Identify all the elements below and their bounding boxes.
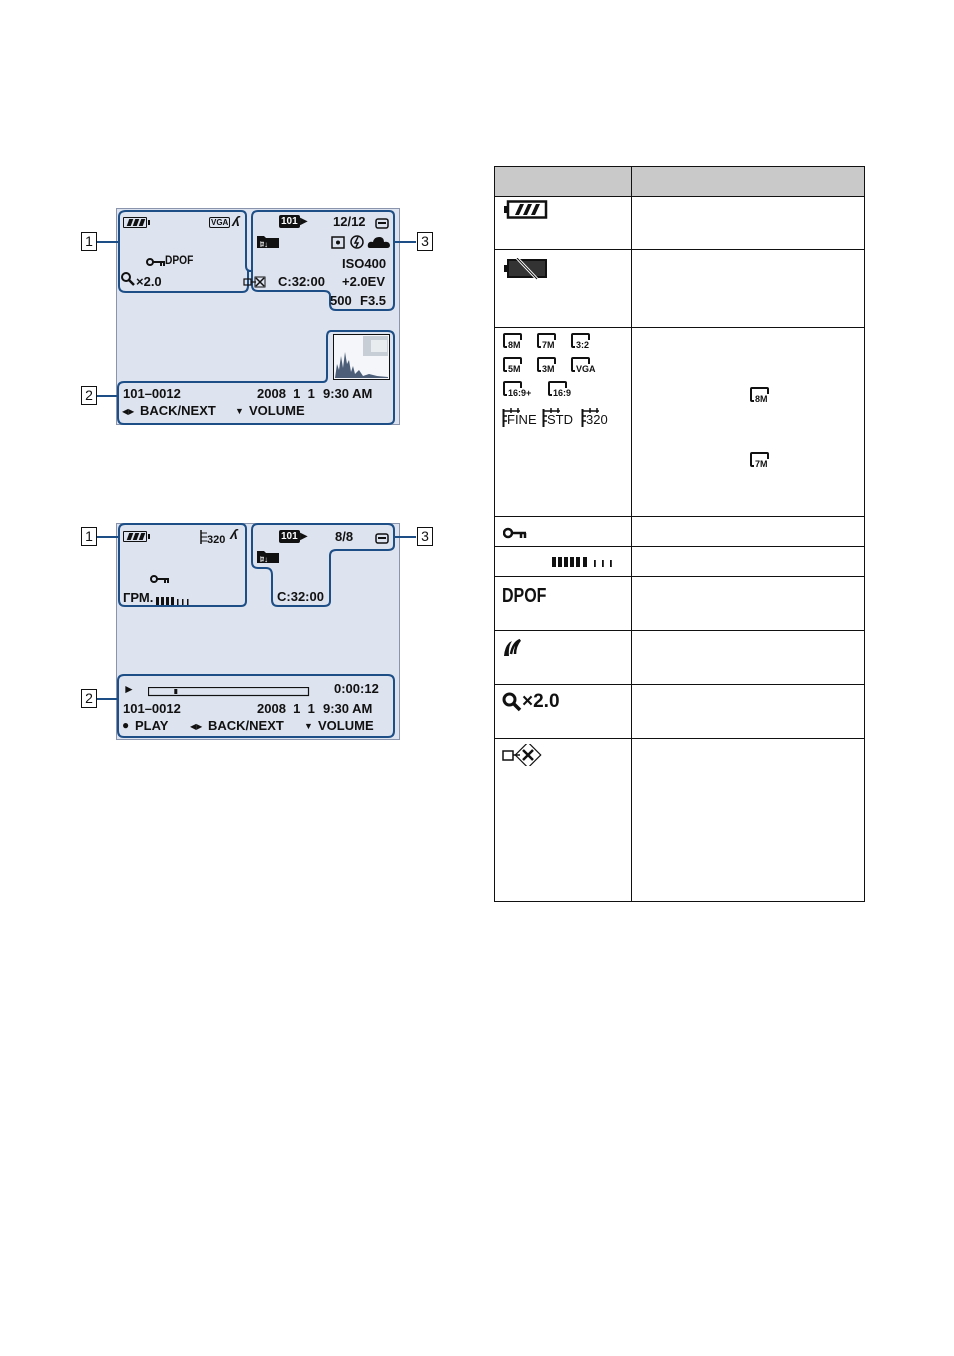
play-dot-icon: ● — [122, 718, 130, 732]
movie-folder-arrow-icon: ▶ — [300, 531, 308, 542]
movie-callout-3: 3 — [417, 527, 433, 546]
svg-text:ﾛ↓: ﾛ↓ — [260, 555, 268, 564]
play-state-icon: ► — [123, 682, 135, 696]
image-size-169-icon: 16:9 — [548, 381, 567, 400]
movie-count: 8/8 — [335, 529, 354, 544]
image-size-icon: VGA — [211, 218, 229, 227]
movie-leader-line-1 — [97, 536, 119, 538]
callout-3: 3 — [417, 232, 433, 251]
back-next-label: BACK/NEXT — [140, 403, 216, 418]
file-number: 101–0012 — [123, 386, 181, 401]
movie-quality-label: STD — [547, 412, 573, 427]
movie-quality-fine-icon — [502, 406, 540, 433]
exposure-value: +2.0EV — [342, 274, 386, 289]
table-row — [495, 631, 864, 685]
movie-folder-icon: 101 — [281, 531, 298, 542]
recording-date: 2008 1 1 — [257, 386, 315, 401]
table-row — [495, 547, 864, 577]
table-zoom-magnifier-icon — [502, 692, 522, 717]
playback-progress-bar — [148, 684, 310, 702]
movie-protect-key-icon — [150, 571, 170, 589]
image-size-VGA-icon: VGA — [571, 357, 590, 376]
movie-quality-320-icon — [581, 406, 619, 433]
aperture-value: F3.5 — [360, 293, 387, 308]
movie-back-next-label: BACK/NEXT — [208, 718, 284, 733]
volume-label: VOLUME — [249, 403, 305, 418]
table-volume-bars-icon — [552, 555, 614, 573]
image-size-8M-icon: 8M — [503, 333, 522, 352]
movie-callout-2: 2 — [81, 689, 97, 708]
image-size-7M-icon: 7M — [537, 333, 556, 352]
remaining-capacity: C:32:00 — [278, 274, 325, 289]
table-pictbridge-icon — [502, 744, 542, 771]
iso-value: ISO400 — [342, 256, 387, 271]
recording-time: 9:30 AM — [323, 386, 373, 401]
movie-quality-label: FINE — [507, 412, 537, 427]
image-size-5M-icon: 5M — [503, 357, 522, 376]
movie-callout-1: 1 — [81, 527, 97, 546]
movie-print-mark-icon: ʎ — [230, 526, 238, 542]
table-row — [495, 577, 864, 631]
inline-8m-icon: 8M — [750, 387, 769, 406]
folder-icon: 101 — [281, 216, 298, 227]
folder-arrow-icon: ▶ — [300, 216, 308, 227]
table-battery-full-icon — [503, 200, 549, 225]
volume-level-bars — [156, 593, 196, 611]
down-arrow-icon: ▼ — [235, 406, 244, 416]
table-row — [495, 517, 864, 547]
image-count: 12/12 — [333, 214, 366, 229]
movie-recording-time: 9:30 AM — [323, 701, 373, 716]
movie-recording-date: 2008 1 1 — [257, 701, 315, 716]
image-size-32-icon: 3:2 — [571, 333, 590, 352]
callout-2: 2 — [81, 386, 97, 405]
table-dpof-label: DPOF — [502, 585, 547, 607]
movie-size-label: 320 — [207, 534, 226, 546]
volume-level-label: ГРМ. — [123, 590, 154, 605]
movie-quality-label: 320 — [586, 412, 608, 427]
table-row — [495, 739, 864, 901]
shutter-speed: 500 — [330, 293, 352, 308]
movie-memory-card-icon — [375, 531, 389, 549]
movie-battery-icon — [123, 531, 147, 542]
table-row — [495, 196, 864, 250]
table-zoom-scale: ×2.0 — [522, 691, 560, 712]
table-print-order-icon — [502, 638, 522, 663]
movie-leader-line-3 — [394, 536, 416, 538]
svg-text:ﾛ↓: ﾛ↓ — [260, 240, 268, 249]
left-right-arrows-icon: ◀▶ — [122, 407, 135, 416]
movie-volume-label: VOLUME — [318, 718, 374, 733]
print-mark-icon: ʎ — [232, 213, 240, 229]
inline-7m-icon: 7M — [750, 452, 769, 471]
movie-down-arrow-icon: ▼ — [304, 721, 313, 731]
movie-file-number: 101–0012 — [123, 701, 181, 716]
movie-left-right-arrows-icon: ◀▶ — [190, 722, 203, 731]
dpof-label: DPOF — [165, 253, 194, 267]
movie-leader-line-2 — [97, 698, 118, 700]
movie-quality-std-icon — [542, 406, 580, 433]
table-protect-icon — [503, 526, 527, 544]
table-row — [495, 250, 864, 328]
table-header — [495, 167, 864, 197]
callout-1: 1 — [81, 232, 97, 251]
image-size-3M-icon: 3M — [537, 357, 556, 376]
image-size-169-icon: 16:9+ — [503, 381, 522, 400]
movie-remaining-capacity: C:32:00 — [277, 589, 324, 604]
zoom-scale: ×2.0 — [136, 274, 162, 289]
table-battery-empty-icon — [503, 258, 549, 285]
movie-recording-folder-icon — [256, 548, 280, 569]
indicator-table — [494, 166, 865, 902]
playback-counter: 0:00:12 — [334, 681, 379, 696]
play-label: PLAY — [135, 718, 169, 733]
